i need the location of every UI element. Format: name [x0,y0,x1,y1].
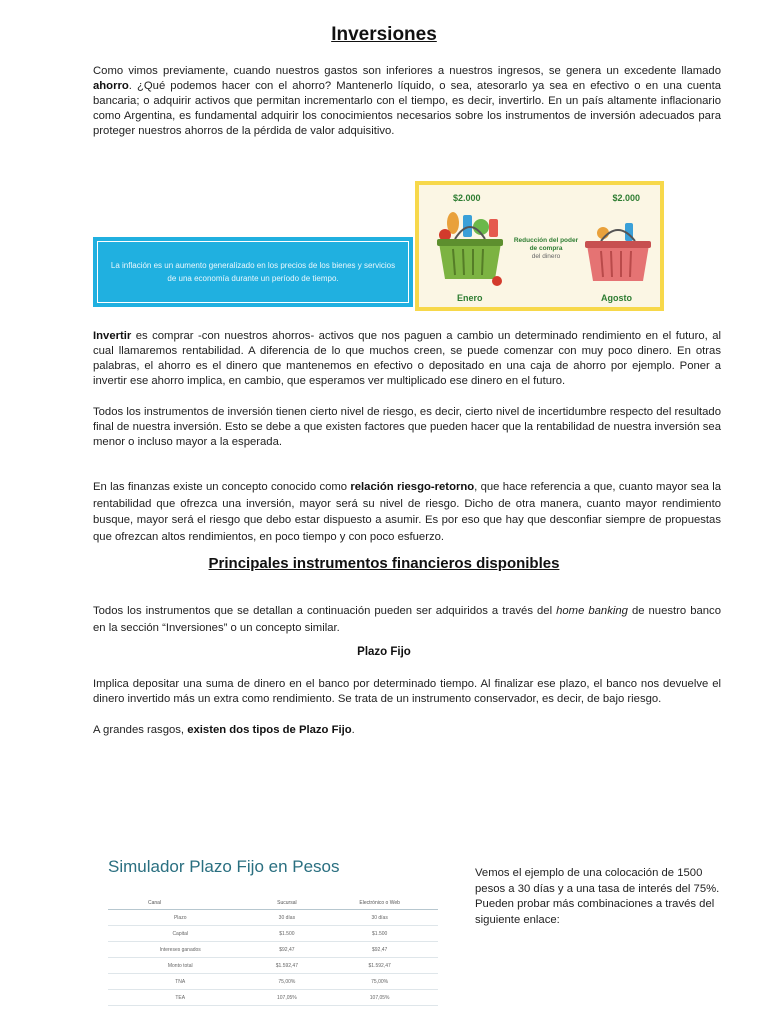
reduction-label [511,237,581,261]
table-cell: 75,00% [321,974,438,990]
simulator-header-canal: Canal [108,897,252,910]
full-basket-icon [433,209,508,289]
inflation-definition-text: La inflación es un aumento generalizado en los precios de los bienes y servicios de una economía durante un período de tiempo. [97,241,409,303]
relacion-paragraph [93,479,721,545]
table-cell: 75,00% [252,974,321,990]
intro-paragraph [93,64,721,139]
table-cell: Capital [108,926,252,942]
infographic-month-right: Agosto [601,293,632,303]
simulator-note: Vemos el ejemplo de una colocación de 1500 pesos a 30 días y a una tasa de interés del 75%. Pueden probar más combinaciones a través del siguiente enlace: [475,867,720,926]
reduction-title: Reducción del poder de compra [513,237,579,252]
table-row [108,974,438,990]
inflation-definition-box [93,237,413,307]
intro-text-2: . ¿Qué podemos hacer con el ahorro? Mantenerlo líquido, o sea, atesorarlo ya sea en efectivo o en una cuenta bancaria; o adquirir activos que permitan incrementarlo con el tiempo, es decir, invertirlo. En un país altamente inflacionario como Argentina, es fundamental adquirir los conocimientos necesarios sobre los instrumentos de inversión adecuados para proteger nuestros ahorros de la pérdida de valor adquisitivo. [93,80,721,137]
instrumentos-text-1: Todos los instrumentos que se detallan a continuación pueden ser adquiridos a través del [93,605,557,617]
infographic-month-left: Enero [457,293,483,303]
inflation-infographic [415,181,664,311]
table-cell: 107,05% [321,990,438,1006]
table-row [108,910,438,926]
table-cell: TEA [108,990,252,1006]
infographic-price-right: $2.000 [612,193,640,203]
infographic-price-left: $2.000 [453,193,481,203]
intro-text-1: Como vimos previamente, cuando nuestros gastos son inferiores a nuestros ingresos, se genera un excedente llamado [93,65,721,77]
instrumentos-text-2: de nuestro banco en la sección “Inversiones” o un concepto similar. [93,605,721,634]
tipos-text-2: . [351,724,355,736]
reduction-subtitle: del dinero [531,253,561,260]
table-cell: $1.592,47 [252,958,321,974]
invertir-paragraph [93,329,721,389]
section-subtitle: Principales instrumentos financieros disponibles [208,555,560,572]
instrumentos-italic: home banking [556,605,628,617]
table-row [108,958,438,974]
table-cell: TNA [108,974,252,990]
invertir-bold: Invertir [93,330,132,342]
table-cell: $92,47 [321,942,438,958]
table-cell: Intereses ganados [108,942,252,958]
table-row [108,942,438,958]
tipos-bold: existen dos tipos de Plazo Fijo [187,724,352,736]
intro-bold-ahorro: ahorro [93,80,129,92]
relacion-text-1: En las finanzas existe un concepto conocido como [93,481,351,493]
instrumentos-paragraph [93,603,721,636]
infographic-panel [419,185,660,307]
simulator-header-sucursal: Sucursal [252,897,321,910]
table-cell: 107,05% [252,990,321,1006]
simulator-header-row [108,897,438,910]
plazo-fijo-paragraph: Implica depositar una suma de dinero en el banco por determinado tiempo. Al finalizar ese plazo, el banco nos devuelve el dinero invertido más un extra como rendimiento. Se trata de un instrumento conservador, es decir, de bajo riesgo. [93,678,721,705]
table-cell: $1.500 [252,926,321,942]
empty-basket-icon [581,217,656,289]
simulator-table [108,897,438,1006]
tipos-paragraph [93,723,721,738]
table-row [108,926,438,942]
table-cell: Monto total [108,958,252,974]
table-cell: $92,47 [252,942,321,958]
riesgo-paragraph: Todos los instrumentos de inversión tienen cierto nivel de riesgo, es decir, cierto nivel de incertidumbre respecto del resultado final de nuestra inversión. Esto se debe a que existen factores que pueden hacer que la rentabilidad de nuestra inversión sea menor o incluso mayor a la esperada. [93,406,721,448]
relacion-text-2: , que hace referencia a que, cuanto mayor sea la rentabilidad que ofrezca una inversión, mayor será su nivel de riesgo. Dicho de otra manera, cuanto mayor rendimiento busque, mayor será el riesgo que debo estar dispuesto a asumir. Es por eso que hay que desconfiar siempre de propuestas que ofrezcan altos rendimientos, en poco tiempo y con poco esfuerzo. [93,481,721,543]
table-row [108,990,438,1006]
table-cell: Plazo [108,910,252,926]
table-cell: $1.592,47 [321,958,438,974]
simulator-header-web: Electrónico o Web [321,897,438,910]
page-title: Inversiones [331,24,437,45]
table-cell: 30 días [321,910,438,926]
simulator-title: Simulador Plazo Fijo en Pesos [108,857,340,876]
tipos-text-1: A grandes rasgos, [93,724,188,736]
invertir-text: es comprar -con nuestros ahorros- activos que nos paguen a cambio un determinado rendimiento en el futuro, al cual llamaremos rentabilidad. A diferencia de lo que muchos creen, se puede comenzar con muy poco dinero. En otras palabras, el ahorro es el dinero que mantenemos en efectivo o depositado en una caja de ahorro por ejemplo. Poner a invertir ese ahorro implica, en cambio, que esperamos ver multiplicado ese dinero en el futuro. [93,330,721,387]
relacion-bold: relación riesgo-retorno [350,481,475,493]
table-cell: $1.500 [321,926,438,942]
plazo-fijo-heading: Plazo Fijo [357,646,411,658]
table-cell: 30 días [252,910,321,926]
